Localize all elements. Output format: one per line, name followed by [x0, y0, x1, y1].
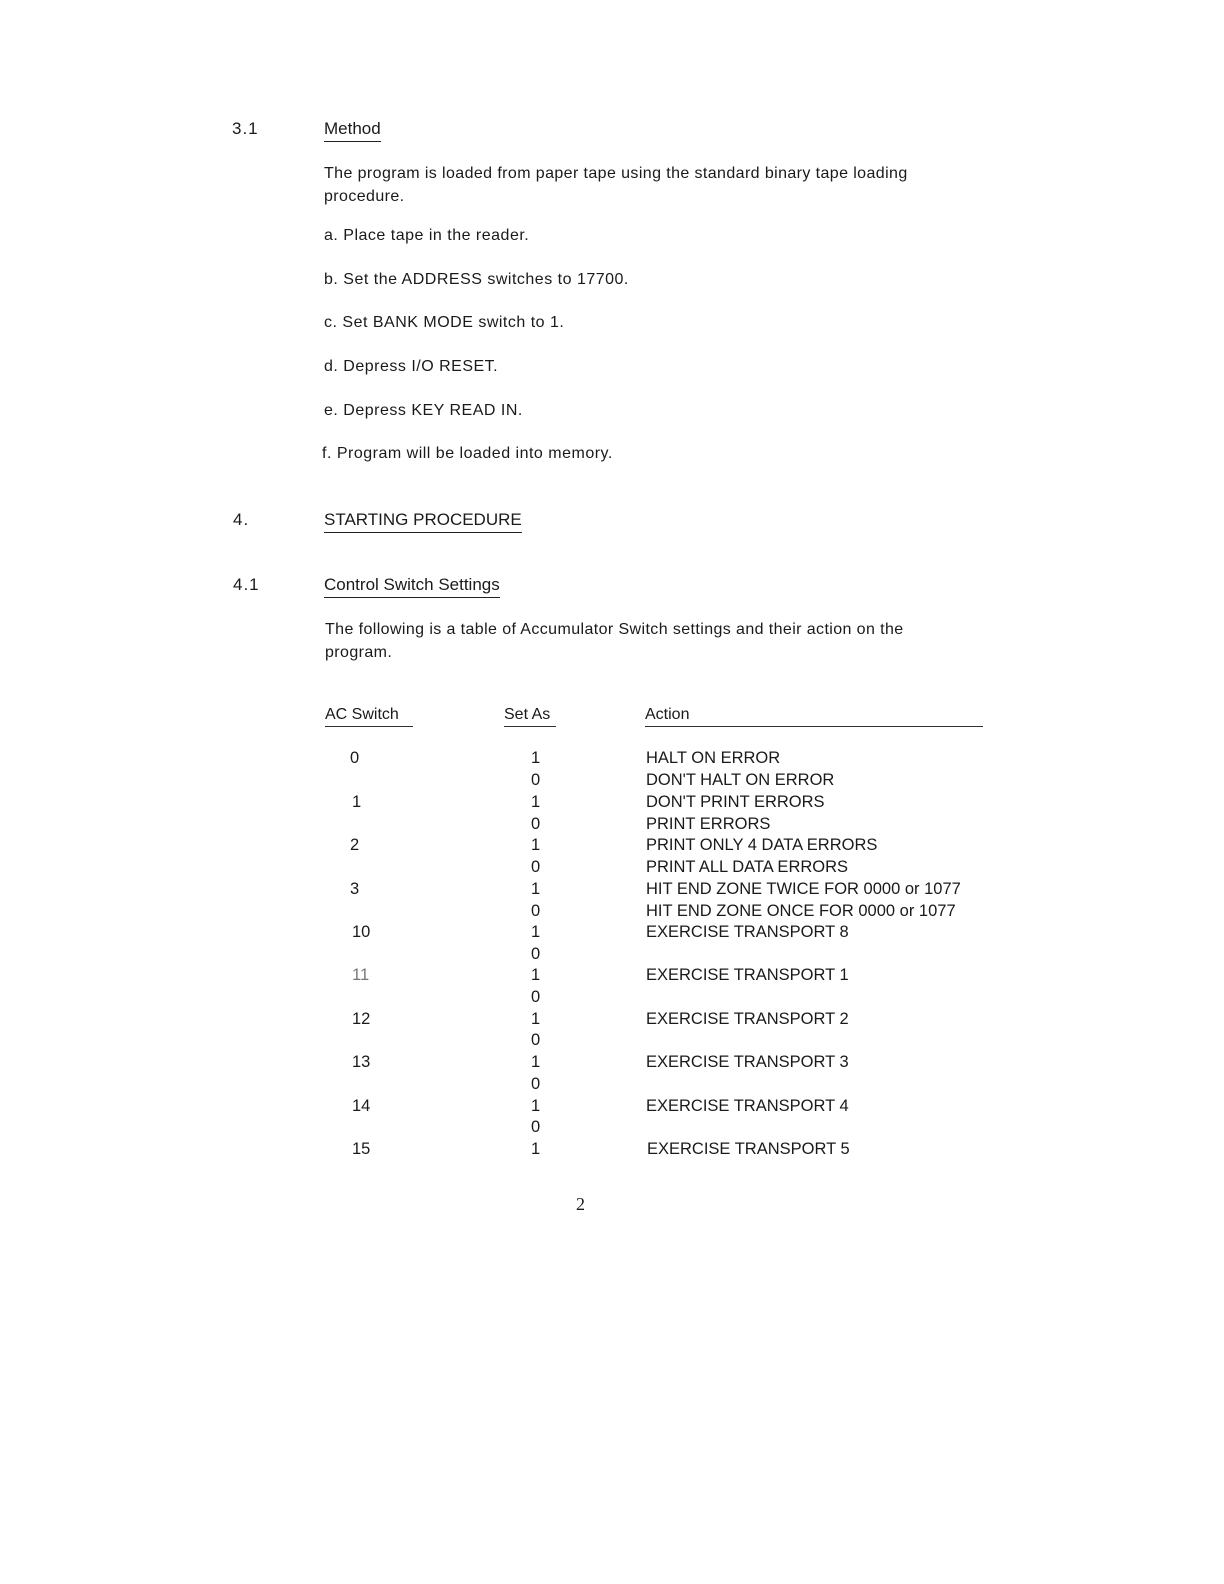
cell-action: PRINT ALL DATA ERRORS: [646, 858, 849, 876]
intro-line: The program is loaded from paper tape using the standard binary tape loading: [324, 165, 908, 182]
cell-action: PRINT ONLY 4 DATA ERRORS: [646, 836, 878, 854]
intro-line: procedure.: [324, 188, 405, 205]
cell-set: 0: [531, 815, 541, 833]
cell-set: 1: [531, 923, 541, 941]
cell-set: 1: [531, 836, 541, 854]
cell-set: 0: [531, 1031, 541, 1049]
header-ac-switch: AC Switch: [325, 706, 413, 727]
step-b: b. Set the ADDRESS switches to 17700.: [324, 271, 629, 288]
cell-action: HALT ON ERROR: [646, 749, 781, 767]
step-d: d. Depress I/O RESET.: [324, 358, 499, 375]
cell-switch: 12: [352, 1010, 371, 1028]
page-number: 2: [576, 1194, 585, 1214]
cell-action: EXERCISE TRANSPORT 5: [647, 1140, 850, 1158]
cell-action: EXERCISE TRANSPORT 4: [646, 1097, 849, 1115]
header-action: Action: [645, 706, 983, 727]
section-4-1-title: Control Switch Settings: [324, 575, 500, 598]
cell-set: 1: [531, 1053, 541, 1071]
step-c: c. Set BANK MODE switch to 1.: [324, 314, 565, 331]
cell-set: 1: [531, 880, 541, 898]
cell-switch: 10: [352, 923, 371, 941]
step-e: e. Depress KEY READ IN.: [324, 402, 523, 419]
cell-set: 1: [531, 1097, 541, 1115]
section-4-number: 4.: [233, 510, 250, 529]
cell-action: HIT END ZONE TWICE FOR 0000 or 1077: [646, 880, 961, 898]
cell-switch: 15: [352, 1140, 371, 1158]
section-3-1-title: Method: [324, 119, 381, 142]
cell-action: EXERCISE TRANSPORT 2: [646, 1010, 849, 1028]
intro-line: The following is a table of Accumulator Switch settings and their action on the: [325, 621, 904, 638]
cell-action: EXERCISE TRANSPORT 3: [646, 1053, 849, 1071]
cell-set: 0: [531, 858, 541, 876]
cell-set: 0: [531, 988, 541, 1006]
cell-switch: 11: [352, 966, 370, 984]
cell-action: DON'T HALT ON ERROR: [646, 771, 835, 789]
cell-set: 0: [531, 771, 541, 789]
cell-switch: 3: [350, 880, 360, 898]
cell-set: 0: [531, 945, 541, 963]
cell-switch: 1: [352, 793, 362, 811]
intro-line: program.: [325, 644, 393, 661]
cell-set: 0: [531, 902, 541, 920]
section-4-1-intro: [325, 618, 904, 664]
step-f: f. Program will be loaded into memory.: [322, 445, 613, 462]
cell-set: 1: [531, 966, 541, 984]
cell-set: 1: [531, 749, 541, 767]
cell-set: 1: [531, 793, 541, 811]
cell-switch: 14: [352, 1097, 371, 1115]
cell-action: PRINT ERRORS: [646, 815, 771, 833]
cell-set: 1: [531, 1140, 541, 1158]
cell-action: EXERCISE TRANSPORT 1: [646, 966, 849, 984]
cell-set: 0: [531, 1118, 541, 1136]
section-3-1-number: 3.1: [232, 119, 259, 138]
section-3-1-intro: [324, 162, 908, 208]
section-4-1-number: 4.1: [233, 575, 260, 594]
section-4-title: STARTING PROCEDURE: [324, 510, 522, 533]
cell-action: EXERCISE TRANSPORT 8: [646, 923, 849, 941]
cell-action: DON'T PRINT ERRORS: [646, 793, 825, 811]
header-set-as: Set As: [504, 706, 556, 727]
cell-switch: 2: [350, 836, 360, 854]
cell-switch: 0: [350, 749, 360, 767]
step-a: a. Place tape in the reader.: [324, 227, 530, 244]
cell-set: 1: [531, 1010, 541, 1028]
cell-switch: 13: [352, 1053, 371, 1071]
cell-set: 0: [531, 1075, 541, 1093]
cell-action: HIT END ZONE ONCE FOR 0000 or 1077: [646, 902, 956, 920]
